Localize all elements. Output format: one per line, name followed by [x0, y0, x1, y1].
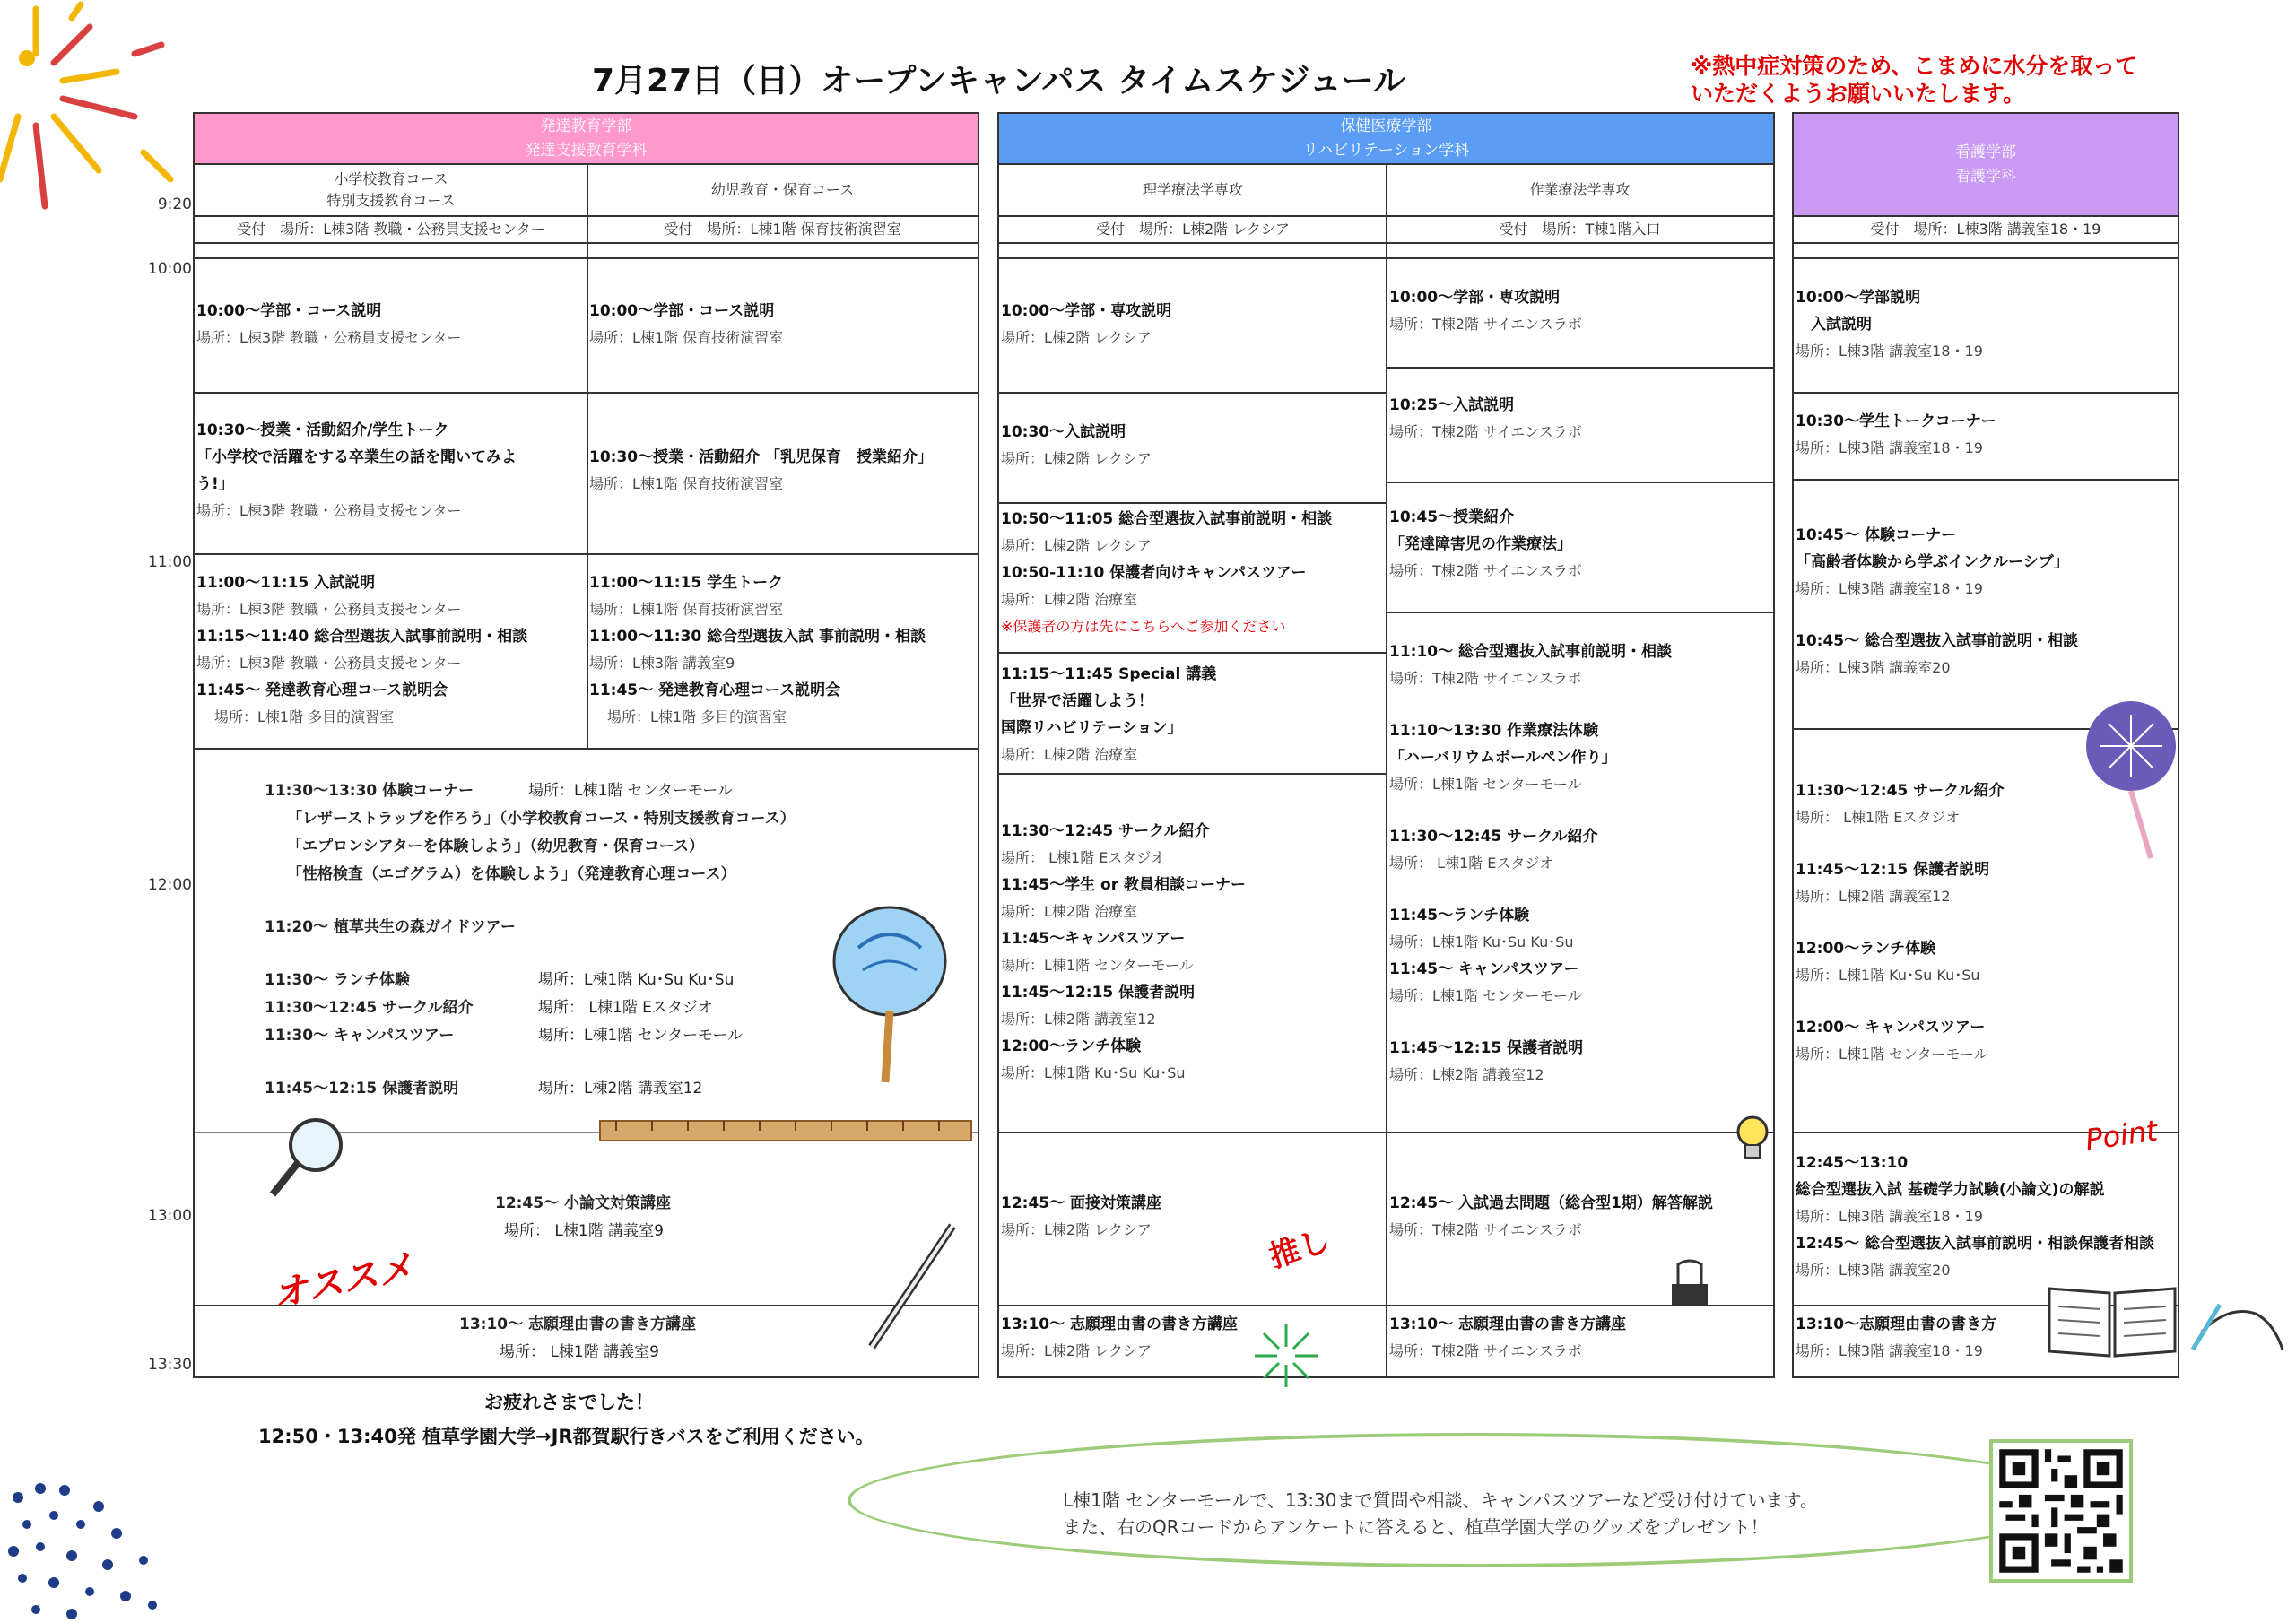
schedule-block: [1796, 777, 2005, 1068]
event-place: 場所：L棟2階 レクシア: [1001, 329, 1152, 346]
event-item: 「性格検査（エゴグラム）を体験しよう」（発達教育心理コース）: [287, 865, 736, 883]
event-title: 11:45～学生 or 教員相談コーナー: [1001, 876, 1247, 894]
event-place: 場所： L棟1階 講義室9: [504, 1222, 664, 1240]
event-title: 「発達障害児の作業療法」: [1389, 535, 1572, 553]
event-title: 11:30～12:45 サークル紹介: [265, 999, 474, 1017]
dept2-sub-right: 作業療法学専攻: [1387, 165, 1773, 217]
spacer: [1389, 798, 1672, 823]
dept1-merged-block: [265, 777, 796, 1103]
divider: [1387, 482, 1773, 483]
dept3-reception: 受付 場所：L棟3階 講義室18・19: [1794, 217, 2178, 244]
page-title: 7月27日（日）オープンキャンパス タイムスケジュール: [592, 63, 1406, 100]
event-title: 12:00～ランチ体験: [1796, 940, 1936, 958]
course-name: 特別支援教育コース: [326, 192, 456, 209]
dept1-sub-left: [195, 165, 587, 217]
event-place: 場所：T棟2階 サイエンスラボ: [1389, 1221, 1582, 1238]
qr-code[interactable]: [1989, 1439, 2133, 1583]
event-title: 11:45～ランチ体験: [1389, 907, 1530, 924]
event-place: 場所：L棟3階 講義室18・19: [1796, 343, 1983, 360]
dept2-header: [999, 114, 1773, 165]
event-title: 13:10～ 志願理由書の書き方講座: [1389, 1315, 1627, 1333]
event-place: 場所：L棟1階 Ku･Su Ku･Su: [538, 971, 735, 989]
event-place: 場所：T棟2階 サイエンスラボ: [1389, 1342, 1582, 1359]
event-place: 場所：L棟1階 センターモール: [538, 1027, 743, 1045]
event-title: 13:10～志願理由書の書き方: [1796, 1315, 1997, 1333]
binder-clip-icon: [1667, 1257, 1712, 1311]
event-place: 場所：L棟2階 治療室: [1001, 746, 1138, 763]
schedule-block: [196, 569, 527, 731]
info-text: [1063, 1487, 1818, 1541]
divider: [1794, 479, 2178, 481]
ruler-icon: [598, 1118, 975, 1145]
schedule-block: [589, 444, 933, 498]
dept1-reception-right: 受付 場所：L棟1階 保育技術演習室: [587, 217, 978, 244]
green-firework-decoration: [1250, 1320, 1322, 1392]
event-title: 11:20～ 植草共生の森ガイドツアー: [265, 918, 517, 936]
event-place: 場所： L棟1階 Eスタジオ: [1796, 809, 1961, 826]
event-place: 場所：L棟2階 レクシア: [1001, 1221, 1152, 1238]
schedule-block: [1001, 506, 1332, 640]
event-place: 場所：L棟3階 講義室9: [589, 655, 735, 672]
event-title: 11:30～ キャンパスツアー: [265, 1027, 455, 1045]
event-title: 11:45～12:15 保護者説明: [1796, 861, 1990, 879]
divider: [1387, 1132, 1773, 1133]
event-place: 場所：L棟1階 Ku･Su Ku･Su: [1796, 967, 1980, 984]
event-place: 場所：L棟1階 Ku･Su Ku･Su: [1389, 933, 1574, 950]
event-note: ※保護者の方は先にこちらへご参加ください: [1001, 618, 1286, 635]
dept3-department: 看護学科: [1955, 167, 2016, 186]
event-place: 場所：L棟3階 教職・公務員支援センター: [196, 329, 462, 346]
event-title: 11:30～12:45 サークル紹介: [1796, 782, 2005, 800]
divider: [195, 748, 978, 750]
event-title: 10:00～学部・コース説明: [589, 302, 775, 320]
event-title: 10:00～学部・専攻説明: [1001, 302, 1172, 320]
event-title: 「世界で活躍しよう！: [1001, 692, 1153, 710]
event-item: 「エプロンシアターを体験しよう」（幼児教育・保育コース）: [287, 838, 705, 855]
divider: [1386, 165, 1387, 1376]
dept2-sub-left: 理学療法学専攻: [999, 165, 1387, 217]
event-place: 場所：T棟2階 サイエンスラボ: [1389, 423, 1582, 440]
divider: [1794, 257, 2178, 259]
event-title: 12:45～ 総合型選抜入試事前説明・相談保護者相談: [1796, 1235, 2155, 1253]
event-title: 10:00～学部・専攻説明: [1389, 289, 1561, 307]
event-place: 場所：T棟2階 サイエンスラボ: [1389, 562, 1582, 579]
schedule-block: [589, 569, 926, 731]
event-place: 場所：L棟1階 センターモール: [1001, 957, 1194, 974]
magnifier-icon: [262, 1109, 361, 1208]
dept2-department: リハビリテーション学科: [1302, 141, 1470, 160]
time-label: 9:20: [157, 195, 192, 213]
event-title: 12:00～ランチ体験: [1001, 1037, 1142, 1055]
divider: [1387, 367, 1773, 369]
divider: [999, 392, 1387, 394]
dept1-column: [193, 112, 979, 1378]
event-title: 「小学校で活躍をする卒業生の話を聞いてみよ: [196, 448, 517, 466]
event-title: 10:45～ 総合型選抜入試事前説明・相談: [1796, 632, 2079, 650]
spacer: [1796, 910, 2005, 935]
divider: [999, 773, 1387, 775]
footer-thanks: お疲れさまでした！: [484, 1392, 654, 1413]
event-title: 11:10～ 総合型選抜入試事前説明・相談: [1389, 643, 1673, 661]
divider: [999, 652, 1387, 654]
divider: [195, 392, 978, 394]
schedule-block: [1389, 1311, 1626, 1365]
event-title: 11:45～12:15 保護者説明: [1001, 984, 1196, 1002]
event-title: 10:30～授業・活動紹介 「乳児保育 授業紹介」: [589, 448, 934, 466]
divider: [999, 502, 1387, 504]
schedule-block: [196, 417, 517, 525]
event-place: 場所：L棟1階 センターモール: [527, 782, 733, 800]
dot-burst-bottom-left-decoration: [0, 1471, 179, 1623]
lightbulb-icon: [1730, 1109, 1775, 1172]
spacer: [1796, 831, 2005, 856]
event-place: 場所：L棟3階 講義室20: [1796, 1262, 1951, 1279]
event-title: 10:30～入試説明: [1001, 423, 1126, 441]
event-place: 場所：L棟2階 講義室12: [1001, 1011, 1156, 1028]
event-title: 11:30～ ランチ体験: [265, 971, 411, 989]
schedule-block: [1001, 818, 1246, 1087]
event-title: 11:15～11:40 総合型選抜入試事前説明・相談: [196, 628, 528, 646]
event-place: 場所：L棟2階 講義室12: [1796, 888, 1951, 905]
event-place: 場所：L棟2階 レクシア: [1001, 1342, 1152, 1359]
divider: [587, 165, 588, 748]
schedule-block: [1389, 638, 1672, 1089]
divider: [1387, 612, 1773, 613]
event-title: 10:00～学部説明: [1796, 289, 1921, 307]
event-place: 場所：L棟2階 講義室12: [538, 1080, 703, 1098]
event-title: 11:00～11:15 学生トーク: [589, 574, 784, 592]
open-book-icon: [2045, 1280, 2179, 1360]
event-title: 13:10～ 志願理由書の書き方講座: [459, 1315, 697, 1333]
dept1-header: [195, 114, 978, 165]
dept1-department: 発達支援教育学科: [525, 141, 648, 160]
event-title: 11:30～13:30 体験コーナー: [265, 782, 474, 800]
event-title: 入試説明: [1796, 316, 1872, 334]
course-name: 小学校教育コース: [334, 170, 448, 187]
event-place: 場所：L棟2階 講義室12: [1389, 1066, 1544, 1083]
event-title: 12:00～ キャンパスツアー: [1796, 1019, 1986, 1037]
event-place: 場所：L棟3階 講義室18・19: [1796, 1208, 1983, 1225]
event-title: 11:45～キャンパスツアー: [1001, 930, 1186, 948]
schedule-block: [1796, 408, 1996, 462]
info-line: L棟1階 センターモールで、13:30まで質問や相談、キャンパスツアーなど受け付けています。: [1063, 1489, 1818, 1511]
event-place: 場所：L棟2階 レクシア: [1001, 537, 1152, 554]
heat-notice: [1691, 52, 2229, 108]
oshi-stamp: 推し: [1265, 1222, 1335, 1276]
event-title: 11:45～12:15 保護者説明: [265, 1080, 459, 1098]
event-item: 「レザーストラップを作ろう」（小学校教育コース・特別支援教育コース）: [287, 810, 796, 828]
schedule-block: [1001, 419, 1152, 473]
event-place: 場所：T棟2階 サイエンスラボ: [1389, 670, 1582, 687]
dept2-faculty: 保健医療学部: [1340, 117, 1432, 135]
schedule-block: [196, 298, 462, 352]
event-title: 11:00～11:15 入試説明: [196, 574, 376, 592]
event-title: 11:45～ 発達教育心理コース説明会: [196, 681, 448, 699]
event-title: 10:00～学部・コース説明: [196, 302, 382, 320]
event-place: 場所：L棟2階 レクシア: [1001, 450, 1152, 467]
event-title: 11:15～11:45 Special 講義: [1001, 665, 1217, 683]
event-title: 11:30～12:45 サークル紹介: [1001, 822, 1210, 840]
time-label: 11:00: [148, 553, 192, 571]
dept2-reception-left: 受付 場所：L棟2階 レクシア: [999, 217, 1387, 244]
event-title: 11:00～11:30 総合型選抜入試 事前説明・相談: [589, 628, 926, 646]
event-title: 総合型選抜入試 基礎学力試験(小論文)の解説: [1796, 1181, 2105, 1199]
point-stamp: Point: [2083, 1113, 2160, 1158]
event-place: 場所：L棟2階 治療室: [1001, 903, 1138, 920]
purple-uchiwa-fan-icon: [2079, 692, 2178, 872]
schedule-block: [589, 298, 783, 352]
event-place: 場所：L棟1階 センターモール: [1389, 987, 1582, 1004]
event-title: 12:45～ 入試過去問題（総合型1期）解答解説: [1389, 1194, 1713, 1212]
schedule-block: [1796, 1150, 2154, 1284]
firework-top-left-decoration: [0, 0, 188, 224]
event-place: 場所：L棟1階 多目的演習室: [607, 708, 787, 725]
spacer: [1796, 989, 2005, 1014]
event-title: 10:45～授業紹介: [1389, 508, 1515, 526]
heat-notice-line: いただくようお願いいたします。: [1691, 81, 2026, 107]
info-line: また、右のQRコードからアンケートに答えると、植草学園大学のグッズをプレゼント！: [1063, 1516, 1769, 1538]
osusume-stamp: オススメ: [268, 1245, 418, 1317]
schedule-block: [1001, 1311, 1238, 1365]
shigan-block: [459, 1311, 696, 1367]
spacer: [1389, 692, 1672, 717]
event-place: 場所：L棟3階 教職・公務員支援センター: [196, 601, 462, 618]
event-title: 12:45～ 小論文対策講座: [495, 1194, 672, 1212]
course-name: 幼児教育・保育コース: [710, 181, 855, 198]
event-place: 場所： L棟1階 Eスタジオ: [1001, 849, 1166, 866]
essay-block: [495, 1190, 671, 1245]
event-title: 10:50～11:05 総合型選抜入試事前説明・相談: [1001, 510, 1333, 528]
event-place: 場所： L棟1階 Eスタジオ: [1389, 855, 1554, 872]
time-label: 13:30: [148, 1356, 192, 1374]
event-place: 場所：L棟1階 Ku･Su Ku･Su: [1001, 1064, 1186, 1081]
event-title: 11:45～ 発達教育心理コース説明会: [589, 681, 841, 699]
heat-notice-line: ※熱中症対策のため、こまめに水分を取って: [1691, 53, 2138, 79]
event-place: 場所：L棟1階 多目的演習室: [214, 708, 395, 725]
event-place: 場所：L棟1階 保育技術演習室: [589, 601, 784, 618]
schedule-block: [1796, 522, 2078, 681]
spacer: [1389, 877, 1672, 902]
divider: [1794, 392, 2178, 394]
hand-writing-icon: [2184, 1278, 2292, 1367]
event-place: 場所：L棟3階 講義室18・19: [1796, 1342, 1983, 1359]
divider: [999, 1305, 1773, 1306]
event-place: 場所：L棟3階 講義室18・19: [1796, 580, 1983, 597]
schedule-block: [1796, 284, 1983, 365]
schedule-block: [1389, 392, 1582, 446]
time-label: 10:00: [148, 260, 192, 278]
event-title: 10:30～授業・活動紹介/学生トーク: [196, 421, 449, 439]
uchiwa-fan-icon: [822, 894, 957, 1091]
event-place: 場所：L棟1階 センターモール: [1389, 776, 1582, 793]
time-label: 13:00: [148, 1207, 192, 1225]
schedule-block: [1389, 1190, 1713, 1244]
spacer: [1796, 603, 2078, 628]
event-place: 場所：L棟1階 保育技術演習室: [589, 475, 784, 492]
dept2-reception-right: 受付 場所：T棟1階入口: [1387, 217, 1773, 244]
event-place: 場所： L棟1階 Eスタジオ: [538, 999, 713, 1017]
event-place: 場所：L棟1階 保育技術演習室: [589, 329, 784, 346]
footer-bus-info: 12:50・13:40発 植草学園大学→JR都賀駅行きバスをご利用ください。: [258, 1426, 874, 1447]
pencil-icon: [858, 1217, 966, 1360]
event-title: 11:30～12:45 サークル紹介: [1389, 828, 1598, 846]
event-place: 場所：T棟2階 サイエンスラボ: [1389, 316, 1582, 333]
schedule-block: [1796, 1311, 1996, 1365]
divider: [195, 553, 978, 555]
event-title: う!」: [196, 475, 234, 493]
event-title: 11:10～13:30 作業療法体験: [1389, 722, 1599, 740]
event-place: 場所：L棟3階 講義室20: [1796, 659, 1951, 676]
dept3-faculty: 看護学部: [1955, 143, 2016, 161]
schedule-block: [1001, 1190, 1161, 1244]
time-label: 12:00: [148, 876, 192, 894]
divider: [999, 1132, 1387, 1133]
qr-code-icon: [1993, 1443, 2129, 1579]
event-title: 11:45～ キャンパスツアー: [1389, 960, 1579, 978]
event-title: 国際リハビリテーション」: [1001, 719, 1183, 737]
event-place: 場所：L棟3階 教職・公務員支援センター: [196, 502, 462, 519]
event-title: 12:45～ 面接対策講座: [1001, 1194, 1162, 1212]
spacer: [1389, 1010, 1672, 1035]
event-title: 10:45～ 体験コーナー: [1796, 526, 1957, 544]
event-title: 10:30～学生トークコーナー: [1796, 412, 1996, 430]
schedule-block: [1001, 298, 1171, 352]
dept3-column: [1792, 112, 2179, 1378]
event-title: 12:45～13:10: [1796, 1154, 1909, 1172]
dept1-reception-left: 受付 場所：L棟3階 教職・公務員支援センター: [195, 217, 587, 244]
event-place: 場所：L棟2階 治療室: [1001, 591, 1138, 608]
dept1-sub-right: [587, 165, 978, 217]
dept2-column: [997, 112, 1775, 1378]
event-title: 10:25～入試説明: [1389, 396, 1515, 414]
event-title: 「ハーバリウムボールペン作り」: [1389, 749, 1617, 767]
event-place: 場所：L棟3階 講義室18・19: [1796, 439, 1983, 456]
event-place: 場所：L棟1階 センターモール: [1796, 1046, 1988, 1063]
event-place: 場所：L棟3階 教職・公務員支援センター: [196, 655, 462, 672]
event-title: 「高齢者体験から学ぶインクルーシブ」: [1796, 553, 2069, 571]
dept1-faculty: 発達教育学部: [540, 117, 632, 135]
schedule-block: [1389, 284, 1582, 338]
dept3-header: [1794, 114, 2178, 217]
schedule-block: [1389, 504, 1582, 585]
event-place: 場所： L棟1階 講義室9: [500, 1343, 659, 1361]
event-title: 11:45～12:15 保護者説明: [1389, 1039, 1584, 1057]
event-title: 13:10～ 志願理由書の書き方講座: [1001, 1315, 1239, 1333]
schedule-block: [1001, 661, 1216, 768]
event-title: 10:50-11:10 保護者向けキャンパスツアー: [1001, 564, 1307, 582]
